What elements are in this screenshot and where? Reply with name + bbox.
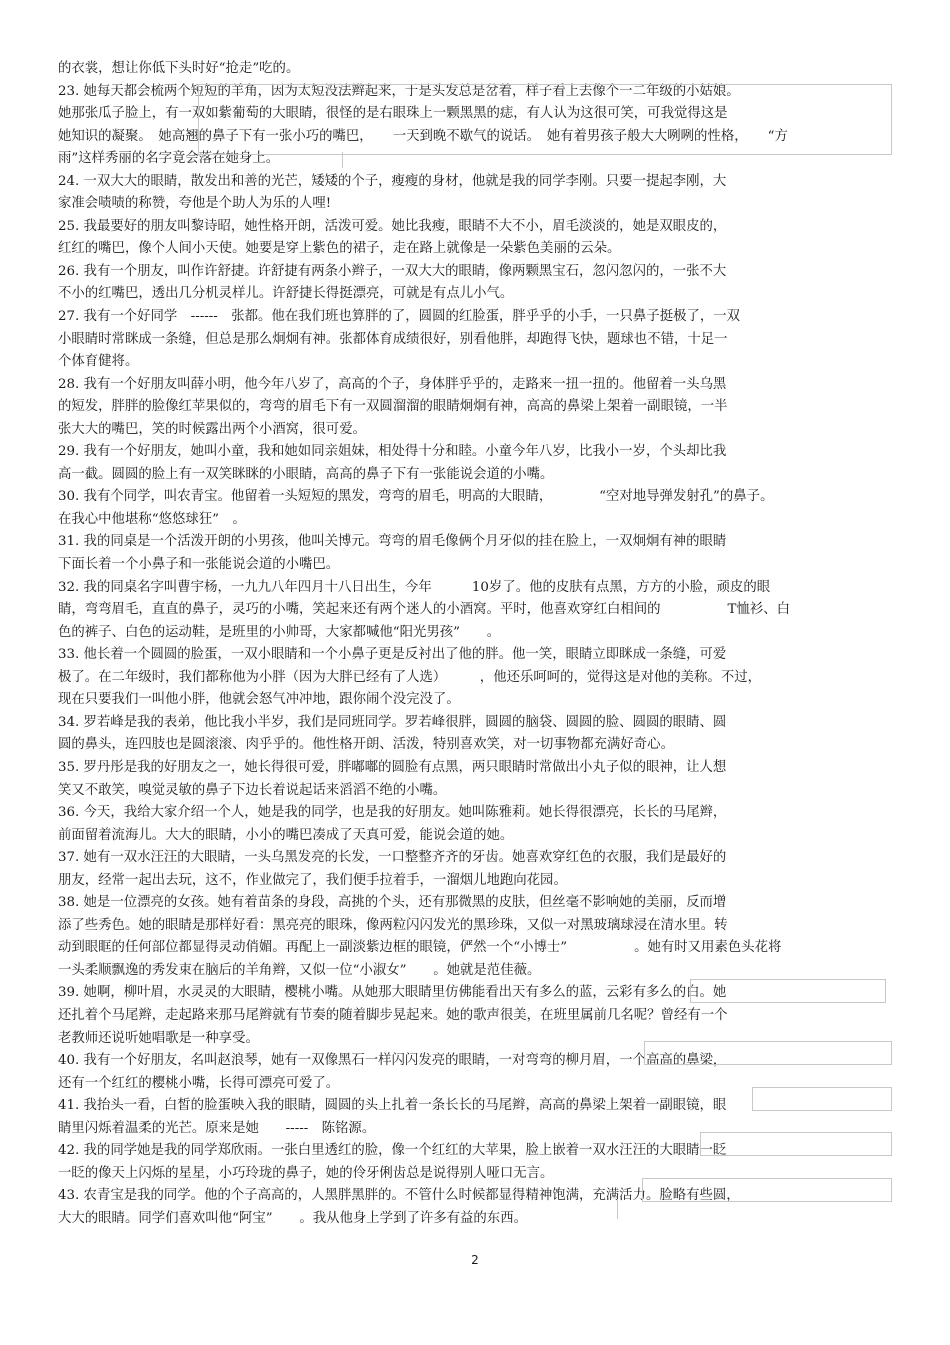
document-body: [58, 58, 894, 1230]
text-line: 26. 我有一个朋友，叫作许舒捷。许舒捷有两条小辫子，一双大大的眼睛，像两颗黑宝石，忽闪忽闪的，一张不大: [58, 263, 727, 279]
text-line: 睛，弯弯眉毛，直直的鼻子，灵巧的小嘴，笑起来还有两个迷人的小酒窝。平时，他喜欢穿红白相间的 T恤衫、白: [58, 602, 791, 618]
text-line: 个体育健将。: [58, 354, 139, 370]
text-line: 37. 她有一双水汪汪的大眼睛，一头乌黑发亮的长发，一口整整齐齐的牙齿。她喜欢穿红色的衣服，我们是最好的: [58, 850, 727, 866]
text-line: 添了些秀色。她的眼睛是那样好看：黑亮亮的眼珠，像两粒闪闪发光的黑珍珠，又似一对黑玻璃球浸在清水里。转: [58, 917, 728, 933]
text-line: 雨”这样秀丽的名字竟会落在她身上。: [58, 151, 280, 167]
text-line: 一眨的像天上闪烁的星星，小巧玲珑的鼻子，她的伶牙俐齿总是说得别人哑口无言。: [58, 1165, 554, 1181]
text-line: 家准会啧啧的称赞，夸他是个助人为乐的人哩!: [58, 196, 332, 212]
text-line: 动到眼眶的任何部位都显得灵动俏媚。再配上一副淡紫边框的眼镜，俨然一个“小博士” 。她有时又用素色头花将: [58, 940, 782, 956]
text-line: 36. 今天，我给大家介绍一个人，她是我的同学，也是我的好朋友。她叫陈雅莉。她长得很漂亮，长长的马尾辫，: [58, 805, 727, 821]
text-line: 25. 我最要好的朋友叫黎诗昭，她性格开朗，活泼可爱。她比我瘦，眼睛不大不小，眉毛淡淡的，她是双眼皮的，: [58, 218, 727, 234]
text-line: 前面留着流海儿。大大的眼睛，小小的嘴巴凑成了天真可爱，能说会道的她。: [58, 827, 514, 843]
text-line: 笑又不敢笑，嗅觉灵敏的鼻子下边长着说起话来滔滔不绝的小嘴。: [58, 782, 447, 798]
text-line: 极了。在二年级时，我们都称他为小胖（因为大胖已经有了人选） ，他还乐呵呵的，觉得这是对他的美称。不过，: [58, 669, 761, 685]
text-line: 的短发，胖胖的脸像红苹果似的，弯弯的眉毛下有一双圆溜溜的眼睛炯炯有神，高高的鼻梁上架着一副眼镜，一半: [58, 399, 728, 415]
text-line: 41. 我抬头一看，白皙的脸蛋映入我的眼睛，圆圆的头上扎着一条长长的马尾辫，高高的鼻梁上架着一副眼镜，眼: [58, 1098, 727, 1114]
text-line: 现在只要我们一叫他小胖，他就会怒气冲冲地，跟你闹个没完没了。: [58, 692, 460, 708]
text-line: 38. 她是一位漂亮的女孩。她有着苗条的身段，高挑的个头，还有那微黑的皮肤，但丝毫不影响她的美丽，反而增: [58, 895, 727, 911]
text-line: 34. 罗若峰是我的表弟，他比我小半岁，我们是同班同学。罗若峰很胖，圆圆的脑袋、圆圆的脸、圆圆的眼睛、圆: [58, 714, 727, 730]
text-line: 朋友，经常一起出去玩，这不，作业做完了，我们便手拉着手，一溜烟儿地跑向花园。: [58, 872, 567, 888]
text-line: 睛里闪烁着温柔的光芒。原来是她 ----- 陈铭源。: [58, 1120, 376, 1136]
text-line: 她那张瓜子脸上，有一双如紫葡萄的大眼睛，很怪的是右眼珠上一颗黑黑的痣，有人认为这很可笑，可我觉得这是: [58, 106, 728, 122]
text-line: 高一截。圆圆的脸上有一双笑眯眯的小眼睛，高高的鼻子下有一张能说会道的小嘴。: [58, 466, 554, 482]
text-line: 张大大的嘴巴，笑的时候露出两个小酒窝，很可爱。: [58, 421, 366, 437]
text-line: 的衣裳，想让你低下头时好“抢走”吃的。: [58, 61, 300, 76]
text-line: 40. 我有一个好朋友，名叫赵浪琴，她有一双像黑石一样闪闪发亮的眼睛，一对弯弯的柳月眉，一个高高的鼻梁，: [58, 1053, 727, 1069]
text-line: 33. 他长着一个圆圆的脸蛋，一双小眼睛和一个小鼻子更是反衬出了他的胖。他一笑，眼睛立即眯成一条缝，可爱: [58, 647, 727, 663]
text-line: 一头柔顺飘逸的秀发束在脑后的羊角辫，又似一位“小淑女” 。她就是范佳薇。: [58, 962, 541, 978]
text-line: 小眼睛时常眯成一条缝，但总是那么炯炯有神。张都体育成绩很好，别看他胖，却跑得飞快，题球也不错，十足一: [58, 331, 728, 347]
text-line: 她知识的凝聚。 她高翘的鼻子下有一张小巧的嘴巴， 一天到晚不歇气的说话。 她有着男孩子般大大咧咧的性格， “方: [58, 128, 788, 144]
text-line: 35. 罗丹彤是我的好朋友之一，她长得很可爱，胖嘟嘟的圆脸有点黑，两只眼睛时常做出小丸子似的眼神，让人想: [58, 759, 727, 775]
text-line: 红红的嘴巴，像个人间小天使。她要是穿上紫色的裙子，走在路上就像是一朵紫色美丽的云朵。: [58, 241, 621, 257]
text-line: 还扎着个马尾辫，走起路来那马尾辫就有节奏的随着脚步晃起来。她的歌声很美，在班里属前几名呢？曾经有一个: [58, 1007, 728, 1023]
text-line: 29. 我有一个好朋友，她叫小童，我和她如同亲姐妹，相处得十分和睦。小童今年八岁，比我小一岁，个头却比我: [58, 444, 727, 460]
text-line: 还有一个红红的樱桃小嘴，长得可漂亮可爱了。: [58, 1075, 340, 1091]
text-line: 42. 我的同学她是我的同学郑欣雨。一张白里透红的脸，像一个红红的大苹果，脸上嵌着一双水汪汪的大眼睛一眨: [58, 1143, 727, 1159]
text-line: 老教师还说听她唱歌是一种享受。: [58, 1030, 259, 1046]
page-number: 2: [471, 1253, 479, 1267]
text-line: 30. 我有个同学，叫农青宝。他留着一头短短的黑发，弯弯的眉毛，明高的大眼睛， “空对地导弹发射孔”的鼻子。: [58, 489, 774, 505]
text-line: 32. 我的同桌名字叫曹宇杨，一九九八年四月十八日出生，今年 10岁了。他的皮肤有点黑，方方的小脸，顽皮的眼: [58, 579, 771, 595]
text-line: 23. 她每天都会梳两个短短的羊角，因为太短没法辫起来，于是头发总是岔着，样子看上去像个一二年级的小姑娘。: [58, 83, 740, 99]
text-line: 39. 她啊，柳叶眉，水灵灵的大眼睛，樱桃小嘴。从她那大眼睛里仿佛能看出天有多么的蓝，云彩有多么的白。她: [58, 985, 727, 1001]
text-line: 色的裤子、白色的运动鞋，是班里的小帅哥，大家都喊他“阳光男孩” 。: [58, 624, 501, 640]
text-line: 24. 一双大大的眼睛，散发出和善的光芒，矮矮的个子，瘦瘦的身材，他就是我的同学李刚。只要一提起李刚，大: [58, 173, 727, 189]
text-line: 43. 农青宝是我的同学。他的个子高高的，人黑胖黑胖的。不管什么时候都显得精神饱满，充满活力。脸略有些圆，: [58, 1188, 740, 1204]
text-line: 大大的眼睛。同学们喜欢叫他“阿宝” 。我从他身上学到了许多有益的东西。: [58, 1210, 527, 1226]
text-line: 28. 我有一个好朋友叫薛小明，他今年八岁了，高高的个子，身体胖乎乎的，走路来一扭一扭的。他留着一头乌黑: [58, 376, 727, 392]
text-line: 在我心中他堪称“悠悠球狂” 。: [58, 511, 246, 527]
text-line: 不小的红嘴巴，透出几分机灵样儿。许舒捷长得挺漂亮，可就是有点儿小气。: [58, 286, 514, 302]
text-line: 31. 我的同桌是一个活泼开朗的小男孩，他叫关博元。弯弯的眉毛像俩个月牙似的挂在脸上，一双炯炯有神的眼睛: [58, 534, 727, 550]
text-line: 下面长着一个小鼻子和一张能说会道的小嘴巴。: [58, 557, 340, 573]
text-line: 27. 我有一个好同学 ------ 张都。他在我们班也算胖的了，圆圆的红脸蛋，胖乎乎的小手，一只鼻子挺极了，一双: [58, 309, 741, 325]
text-line: 圆的鼻头，连四肢也是圆滚滚、肉乎乎的。他性格开朗、活泼，特别喜欢笑，对一切事物都充满好奇心。: [58, 737, 674, 753]
